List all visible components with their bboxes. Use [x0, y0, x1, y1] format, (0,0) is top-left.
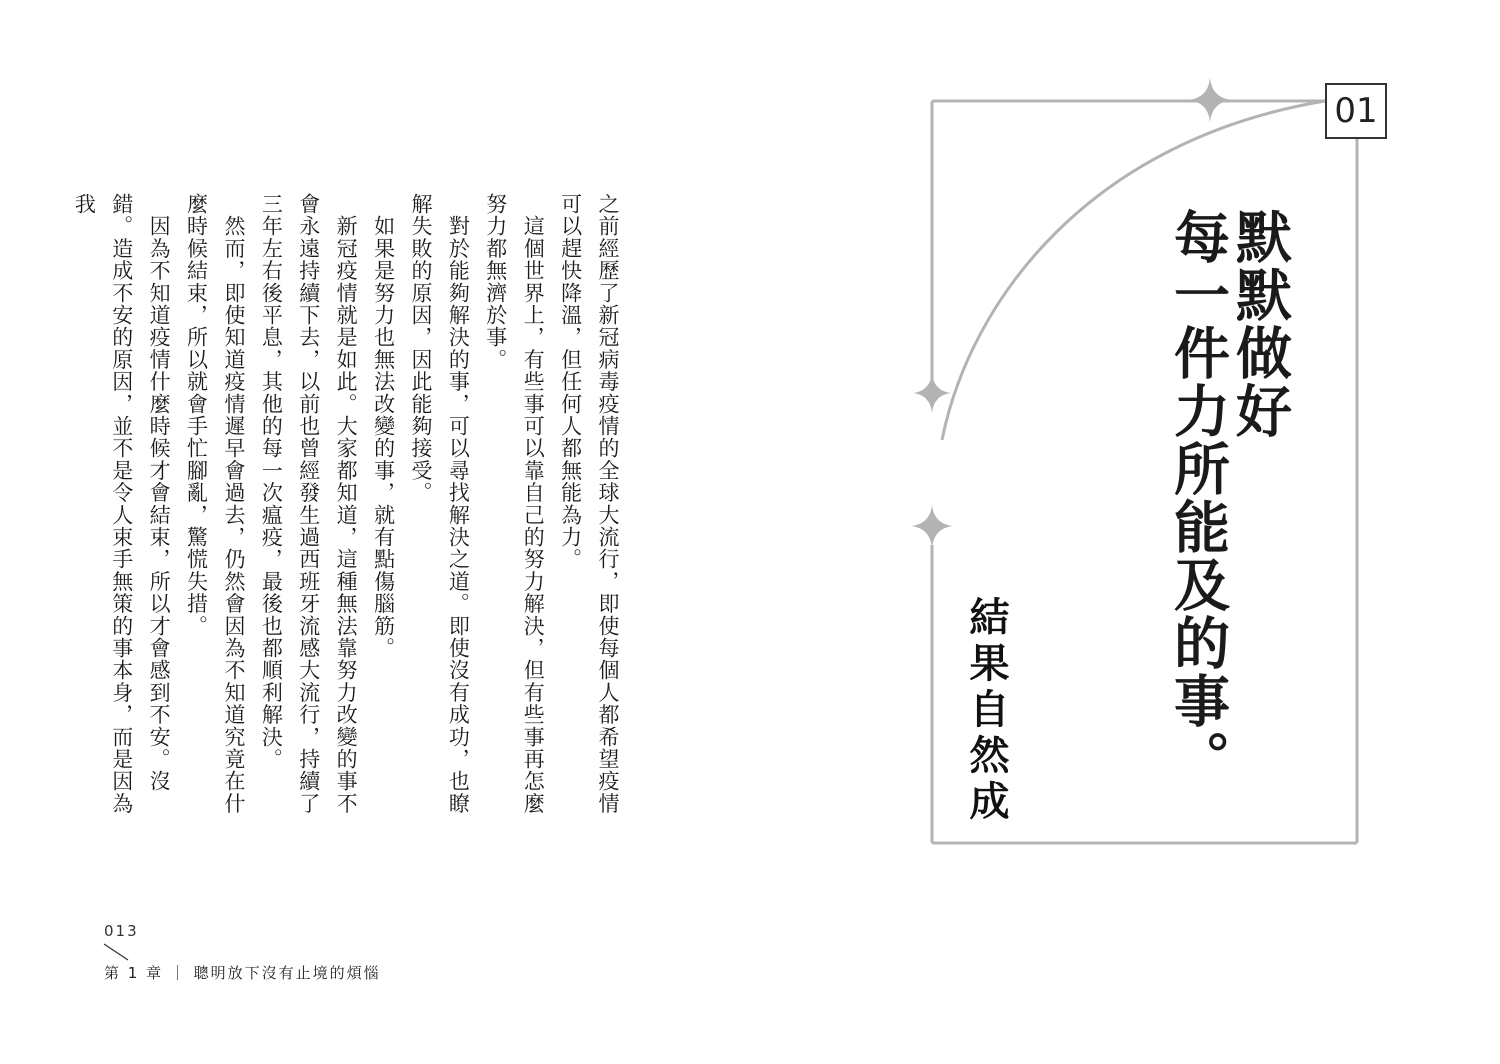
paragraph: 然而，即使知道疫情遲早會過去，仍然會因為不知道究竟在什麼時候結束，所以就會手忙腳亂，驚慌失措。 — [184, 193, 246, 815]
sparkle-icon — [911, 505, 953, 548]
paragraph: 這個世界上，有些事可以靠自己的努力解決，但有些事再怎麼努力都無濟於事。 — [483, 193, 546, 815]
chapter-title: 第 1 章 ｜ 聰明放下沒有止境的煩惱 — [104, 964, 381, 982]
paragraph: 新冠疫情就是如此。大家都知道，這種無法靠努力改變的事不會永遠持續下去，以前也曾經發生過西班牙流感大流行，持續了三年左右後平息，其他的每一次瘟疫，最後也都順利解決。 — [259, 193, 359, 815]
title-line-1: 默默做好 — [1227, 208, 1292, 440]
chapter-number-badge: 01 — [1325, 83, 1387, 139]
paragraph: 因為不知道疫情什麼時候才會結束，所以才會感到不安。沒錯。造成不安的原因，並不是令人束手無策的事本身，而是因為我 — [72, 193, 172, 815]
page-number: 013 — [104, 922, 139, 940]
sparkle-icon — [1188, 78, 1232, 122]
title-line-2: 每一件力所能及的事。 — [1165, 208, 1230, 788]
handwritten-subtitle: 結果自然成 — [963, 596, 1010, 826]
paragraph: 之前經歷了新冠病毒疫情的全球大流行，即使每個人都希望疫情可以趕快降溫，但任何人都無能為力。 — [558, 193, 620, 815]
paragraph: 如果是努力也無法改變的事，就有點傷腦筋。 — [371, 193, 396, 660]
paragraph: 對於能夠解決的事，可以尋找解決之道。即使沒有成功，也瞭解失敗的原因，因此能夠接受。 — [408, 193, 471, 815]
sparkle-icon — [913, 373, 951, 413]
